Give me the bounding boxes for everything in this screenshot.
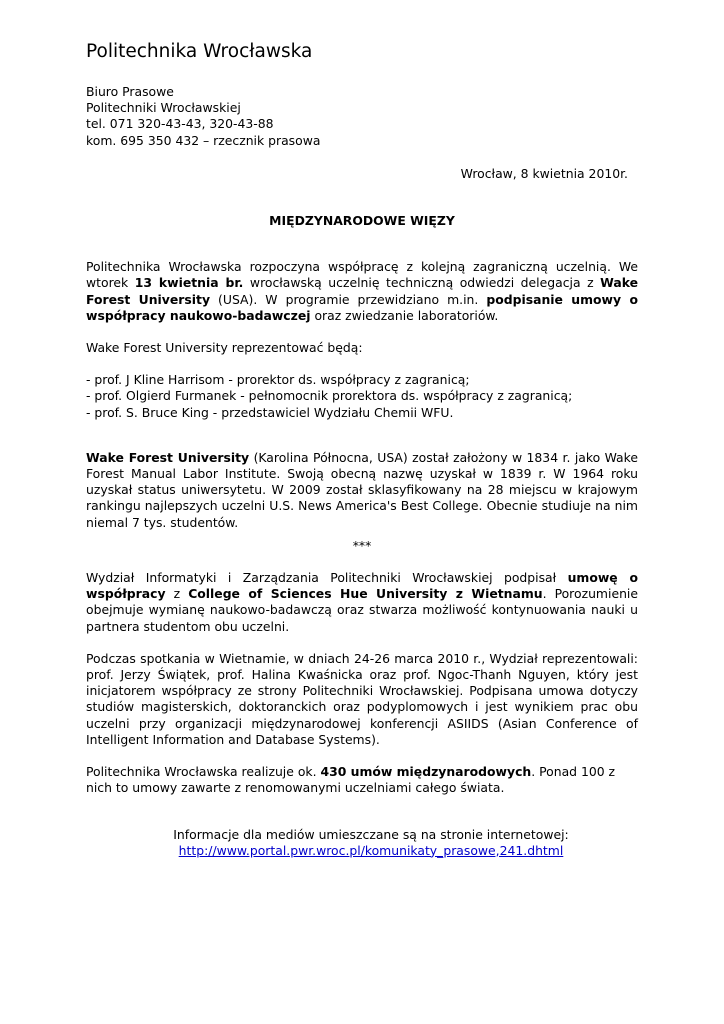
text-span: wrocławską uczelnię techniczną odwiedzi delegacja z [243,275,601,291]
section-separator: *** [352,537,372,553]
contact-office: Biuro Prasowe [86,84,174,99]
contact-block [86,84,638,149]
text-span: Politechnika Wrocławska rozpoczyna współpracę z kolejną zagraniczną uczelnią. We wtorek [86,259,638,291]
bold-college: College of Sciences Hue University z Wietnamu [188,586,543,602]
representatives-intro: Wake Forest University reprezentować będą: [86,340,363,356]
paragraph-vietnam [86,570,638,635]
bold-agreement: podpisanie umowy o współpracy naukowo-badawczej [86,291,638,323]
text-span: . Ponad 100 z [531,764,616,780]
bold-count: 430 umów międzynarodowych [320,764,532,780]
text-span: Wydział Informatyki i Zarządzania Politechniki Wrocławskiej podpisał [86,570,568,586]
paragraph-university [86,450,638,531]
media-info-text: Informacje dla mediów umieszczane są na stronie internetowej: [173,826,569,842]
paragraph-intro [86,259,638,324]
bold-university: Wake Forest University [86,449,250,465]
organization-title: Politechnika Wrocławska [86,41,313,62]
headline: MIĘDZYNARODOWE WIĘZY [269,213,455,229]
list-item: - prof. S. Bruce King - przedstawiciel Wydziału Chemii WFU. [86,404,454,420]
press-release-page [86,40,638,859]
contact-phone: tel. 071 320-43-43, 320-43-88 [86,116,274,132]
representatives-list [86,372,638,421]
contact-institution: Politechniki Wrocławskiej [86,100,241,116]
text-span: Politechnika Wrocławska realizuje ok. [86,764,321,780]
text-span: (Karolina Północna, USA) został założony w 1834 r. jako Wake Forest Manual Labor Institute. Swoją obecną nazwę uzyskał w 1839 r. W 1964 roku uzyskał status uniwersytetu. W 2009 został sklasyfikowany na 28 miejscu w krajowym rankingu najlepszych uczelni U.S. News America's Best College. Obecnie studiuje na nim niemal 7 tys. studentów. [86,449,639,530]
media-info [86,827,638,859]
release-date: Wrocław, 8 kwietnia 2010r. [460,165,628,181]
press-releases-link[interactable]: http://www.portal.pwr.wroc.pl/komunikaty_prasowe,241.dhtml [178,842,564,858]
bold-date: 13 kwietnia br. [134,275,244,291]
paragraph-meeting: Podczas spotkania w Wietnamie, w dniach 24-26 marca 2010 r., Wydział reprezentowali: prof. Jerzy Świątek, prof. Halina Kwaśnicka oraz prof. Ngoc-Thanh Nguyen, który jest inicjatorem współpracy ze strony Politechniki Wrocławskiej. Podpisana umowa dotyczy studiów magisterskich, doktoranckich oraz podyplomowych i jest wynikiem prac obu uczelni przy organizacji międzynarodowej konferencji ASIIDS (Asian Conference of Intelligent Information and Database Systems). [86,650,638,747]
text-span: . Porozumienie obejmuje wymianę naukowo-badawczą oraz stwarza możliwość kontynuowania nauki u partnera studentom obu uczelni. [86,586,638,634]
text-span: (USA). W programie przewidziano m.in. [210,291,487,307]
bold-agreement: umowę o współpracy [86,570,638,602]
text-span: z [165,586,189,602]
bold-university: Wake Forest University [86,275,639,307]
text-span: oraz zwiedzanie laboratoriów. [310,307,499,323]
contact-mobile: kom. 695 350 432 – rzecznik prasowa [86,132,321,148]
text-span: nich to umowy zawarte z renomowanymi uczelniami całego świata. [86,780,505,796]
list-item: - prof. Olgierd Furmanek - pełnomocnik prorektora ds. współpracy z zagranicą; [86,388,573,404]
list-item: - prof. J Kline Harrisom - prorektor ds. współpracy z zagranicą; [86,372,470,388]
paragraph-agreements [86,764,638,796]
